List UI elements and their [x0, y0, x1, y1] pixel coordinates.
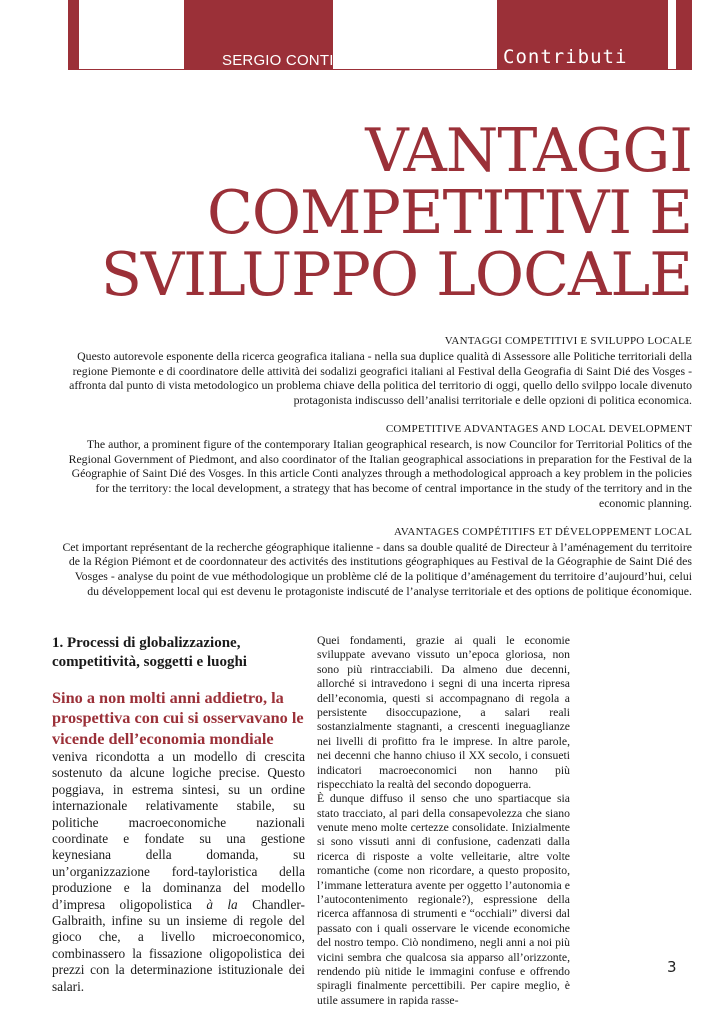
- body-column-right: [317, 634, 570, 1008]
- paragraph-2-continued: Quei fondamenti, grazie ai quali le economie sviluppate avevano vissuto un’epoca gloriosa, non sono più rintracciabili. Da almeno due decenni, allorché si intravedono i segni di una incerta ripresa dell’economia, questi si accompagnano di regola a persistente disoccupazione, a salari reali sostanzialmente stagnanti, a crescenti ineguaglianze nei livelli di profitto fra le imprese. In altre parole, nei decenni che hanno chiuso il XX secolo, i consueti indicatori macroeconomici non hanno più rispecchiato la realtà del secondo dopoguerra.: [317, 634, 570, 791]
- header-band-left: [68, 0, 79, 69]
- paragraph-3: È dunque diffuso il senso che uno spartiacque sia stato tracciato, al pari della consapevolezza che siano venute meno molte certezze consolidate. Inizialmente si sono vissuti anni di confusione, cadenzati dalla ricerca di risposte a volte velleitarie, altre volte romantiche (come non ricordare, a questo proposito, l’immane letteratura avente per oggetto l’autonomia e l’autocontenimento regionale?), espressione della ricerca affannosa di strumenti e “occhiali” diversi dal passato con i quali osservare le vicende economiche del nostro tempo. Ciò nondimeno, negli anni a noi più vicini sembra che qualcosa sia apparso all’orizzonte, rendendo più nitide le immagini confuse e offrendo spiragli finalmente percettibili. Per capire meglio, è utile assumere in rapida rasse-: [317, 792, 570, 1007]
- abstract-english-heading: COMPETITIVE ADVANTAGES AND LOCAL DEVELOPMENT: [385, 422, 692, 435]
- abstracts: [60, 334, 692, 613]
- title-line-3: SVILUPPO LOCALE: [100, 240, 692, 310]
- body-column-left: [52, 634, 305, 995]
- paragraph-1: [52, 749, 305, 995]
- abstract-italian: [60, 334, 692, 408]
- abstract-french-text: Cet important représentant de la recherche géographique italienne - dans sa double qualité de Directeur à l’aménagement du territoire de la Région Piémont et de coordonnateur des activités des institutions géographiques au Festival de la Géographie de Saint Dié des Vosges - analyse du point de vue méthodologique un problème clé de la politique d’aménagement du territoire d’aujourd’hui, celui du développement local qui est devenu le protagoniste indiscuté de l’analyse territoriale et des options de politique économique.: [62, 539, 692, 598]
- paragraph-1-text-b: Chandler-Galbraith, infine su un insieme di regole del gioco che, a livello microeconomico, combinassero la fissazione oligopolistica dei prezzi con la determinazione istituzionale dei salari.: [52, 896, 305, 994]
- abstract-italian-heading: VANTAGGI COMPETITIVI E SVILUPPO LOCALE: [444, 335, 692, 347]
- article-title: [100, 116, 692, 310]
- abstract-english: [60, 422, 692, 511]
- abstract-french-heading: AVANTAGES COMPÉTITIFS ET DÉVELOPPEMENT LOCAL: [393, 525, 692, 538]
- paragraph-1-text-a: veniva ricondotta a un modello di crescita sostenuto da alcune logiche precise. Questo poggiava, in estrema sintesi, su un ordine internazionale relativamente stabile, su politiche macroeconomiche nazionali coordinate e fondate su una gestione keynesiana della domanda, su un’organizzazione ford-tayloristica della produzione e la dominanza del modello d’impresa oligopolistica: [52, 748, 305, 912]
- page-number: 3: [667, 958, 677, 976]
- abstract-italian-text: Questo autorevole esponente della ricerca geografica italiana - nella sua duplice qualità di Assessore alle Politiche territoriali della regione Piemonte e di coordinatore delle attività dei sodalizi geografici italiani al Festival della Geografia di Saint Dié des Vosges - affronta dal punto di vista metodologico un problema chiave della politica del territorio di oggi, quello dello svilppo locale divenuto protagonista indiscusso dell’analisi territoriale e delle opzioni di politica economica.: [69, 348, 692, 408]
- header-rule: [68, 69, 692, 70]
- section-label: Contributi: [503, 46, 628, 68]
- paragraph-1-italic: à la: [206, 896, 238, 912]
- section-heading: 1. Processi di globalizzazione, competitività, soggetti e luoghi: [52, 635, 247, 670]
- author-name: SERGIO CONTI: [222, 52, 334, 69]
- header-band-edge: [676, 0, 692, 69]
- lead-paragraph: Sino a non molti anni addietro, la prospettiva con cui si osservavano le vicende dell’economia mondiale: [52, 688, 304, 748]
- title-line-2: COMPETITIVI E: [206, 178, 692, 248]
- title-line-1: VANTAGGI: [365, 116, 692, 186]
- abstract-english-text: The author, a prominent figure of the contemporary Italian geographical research, is now Councilor for Territorial Politics of the Regional Government of Piedmont, and also coordinator of the Italian geographical associations in preparation for the Festival de la Géographie of Saint Dié des Vosges. In this article Conti analyzes through a methodological approach a key problem in the policies for the territory: the local development, a strategy that has become of central importance in the study of the territory and in the economic planning.: [68, 436, 692, 510]
- abstract-french: [60, 525, 692, 599]
